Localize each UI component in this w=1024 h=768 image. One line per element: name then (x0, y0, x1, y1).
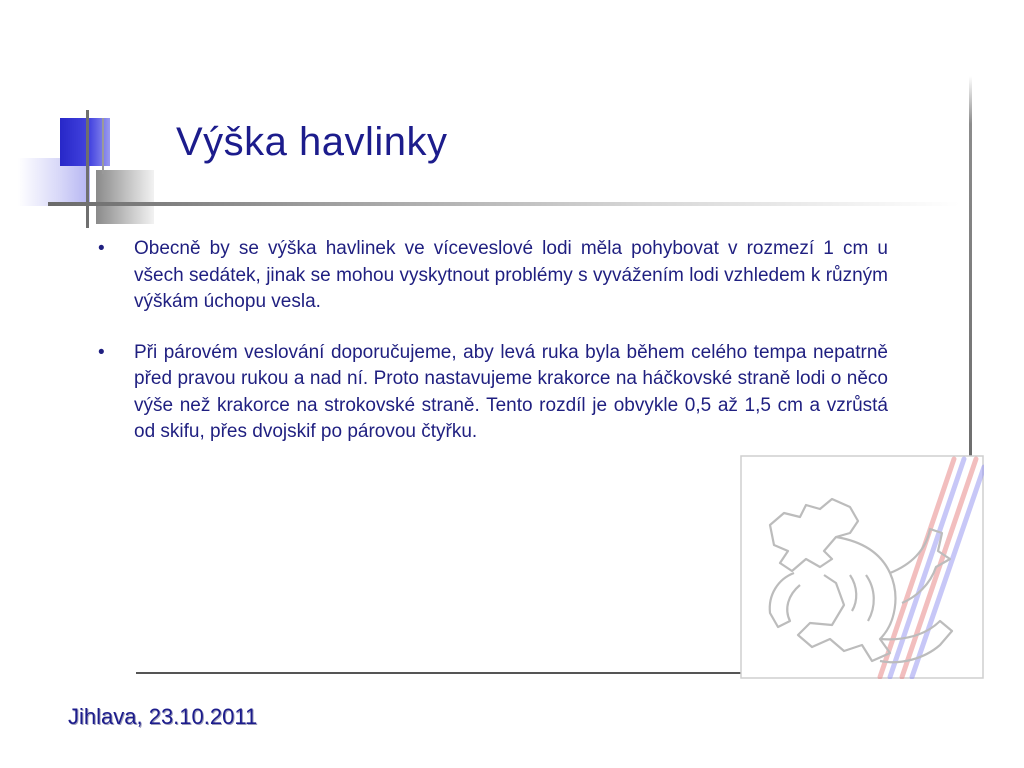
bullet-text: Při párovém veslování doporučujeme, aby levá ruka byla během celého tempa nepatrně před pravou rukou a nad ní. Proto nastavujeme krakorce na háčkovské straně lodi o něco výše než krakorce na strokovské straně. Tento rozdíl je obvykle 0,5 až 1,5 cm a vzrůstá od skifu, přes dvojskif po párovou čtyřku. (134, 341, 888, 442)
bullet-text: Obecně by se výška havlinek ve víceveslové lodi měla pohybovat v rozmezí 1 cm u všech sedátek, jinak se mohou vyskytnout problémy s vyvážením lodi vzhledem k různým výškám úchopu vesla. (134, 238, 888, 312)
slide-title: Výška havlinky (176, 120, 448, 164)
title-underline-rule (48, 202, 960, 206)
bullet-item (90, 340, 888, 446)
bullet-item (90, 236, 888, 316)
decor-square-gray (96, 170, 154, 224)
bullet-marker: • (98, 341, 105, 363)
bullet-marker: • (98, 238, 105, 259)
decor-vertical-line-secondary (102, 118, 104, 174)
slide-body (90, 236, 888, 470)
decor-vertical-line (86, 110, 89, 228)
heraldic-lion-logo-icon (740, 455, 984, 679)
slide-footer: Jihlava, 23.10.2011 (68, 704, 258, 729)
